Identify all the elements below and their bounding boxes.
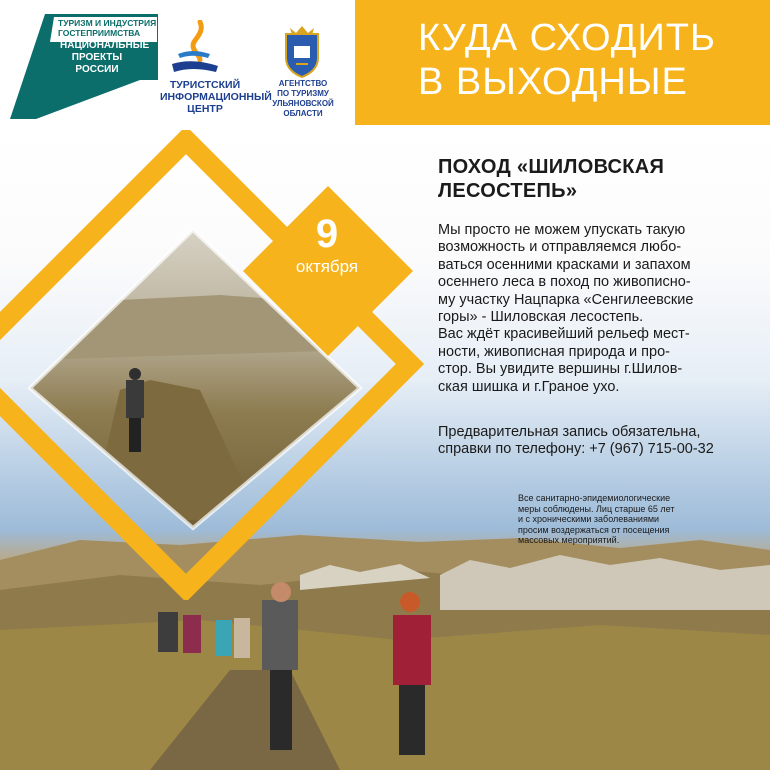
event-title-line1: ПОХОД «ШИЛОВСКАЯ [438,156,665,178]
notice-line: и с хроническими заболеваниями [518,514,660,525]
np-logo-brand [60,40,150,76]
agency-logo-text [264,79,342,119]
description-line: стор. Вы увидите вершины г.Шилов- [438,361,683,378]
np-brand-line2: ПРОЕКТЫ [71,52,123,63]
tic-logo-text [160,79,272,115]
tic-line2: ИНФОРМАЦИОННЫЙ [160,91,272,103]
diamond-photo-frame [0,130,430,600]
description-line: ваться осенними красками и запахом [438,256,691,273]
description-line: ская шишка и г.Граное ухо. [438,378,620,395]
event-description [438,222,763,396]
description-line: горы» - Шиловская лесостепь. [438,309,644,326]
event-date-day: 9 [315,212,339,256]
event-title-line2: ЛЕСОСТЕПЬ» [438,180,578,202]
notice-line: меры соблюдены. Лиц старше 65 лет [518,503,675,514]
event-date-month: октября [295,257,359,276]
page-title-line2: В ВЫХОДНЫЕ [418,61,688,103]
description-line: му участку Нацпарка «Сенгилеевские [438,291,694,308]
hiker-figure [158,582,431,755]
description-line: Вас ждёт красивейший рельеф мест- [438,326,690,343]
description-line: осеннего леса в поход по живописно- [438,274,691,291]
notice-line: Все санитарно-эпидемиологические [518,493,671,503]
tic-logo-icon [170,20,220,78]
agency-line3: УЛЬЯНОВСКОЙ [272,99,334,108]
agency-line2: ПО ТУРИЗМУ [277,89,329,98]
event-title [438,155,758,203]
description-line: Мы просто не можем упускать такую [438,222,686,238]
np-logo-line2: ГОСТЕПРИИМСТВА [58,28,141,38]
np-logo-caption [58,18,156,38]
page-title-line1: КУДА СХОДИТЬ [418,17,716,59]
description-line: возможность и отправляемся любо- [438,239,682,256]
notice-line: массовых мероприятий. [518,535,620,546]
agency-line4: ОБЛАСТИ [283,109,323,118]
description-line: ности, живописная природа и про- [438,343,670,360]
registration-info [438,424,763,459]
tic-line1: ТУРИСТСКИЙ [169,79,241,91]
health-notice [518,493,733,546]
coat-of-arms-icon [280,24,324,78]
tic-line3: ЦЕНТР [187,103,223,115]
registration-line1: Предварительная запись обязательна, [438,424,701,440]
np-logo-line1: ТУРИЗМ И ИНДУСТРИЯ [58,18,157,28]
np-brand-line3: РОССИИ [75,64,119,75]
registration-phone-line: справки по телефону: +7 (967) 715-00-32 [438,441,714,458]
agency-line1: АГЕНТСТВО [278,79,328,88]
np-brand-line1: НАЦИОНАЛЬНЫЕ [60,40,150,51]
notice-line: просим воздержаться от посещения [518,524,670,535]
